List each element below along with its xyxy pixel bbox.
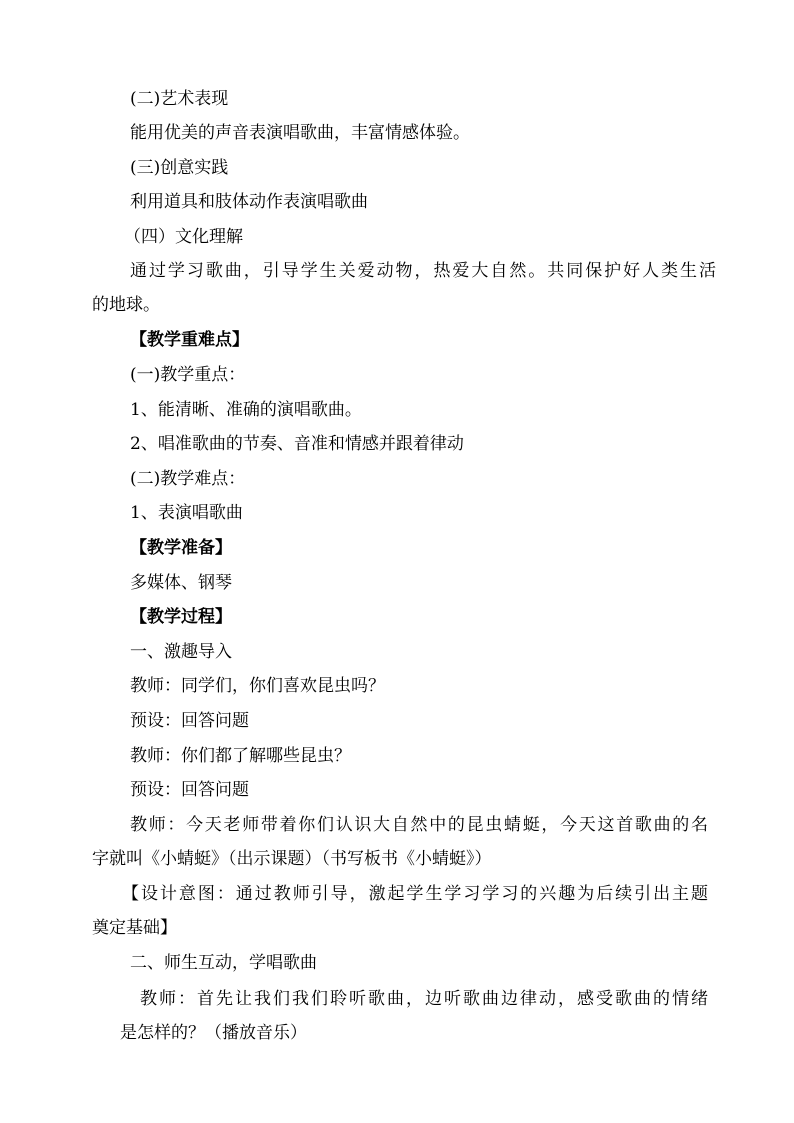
difficult-point-1: 1、表演唱歌曲 — [130, 503, 243, 523]
step1-title: 一、激趣导入 — [130, 642, 232, 662]
culture-text-line2: 的地球。 — [92, 295, 160, 315]
creative-practice-title: (三)创意实践 — [130, 158, 229, 178]
key-points-title: (一)教学重点： — [130, 365, 246, 385]
dialog-5-line1: 教师：今天老师带着你们认识大自然中的昆虫蜻蜓，今天这首歌曲的名 — [130, 815, 708, 835]
difficult-points-title: (二)教学难点： — [130, 469, 246, 489]
design-intent-line1: 【设计意图：通过教师引导，激起学生学习学习的兴趣为后续引出主题 — [122, 884, 708, 904]
preparation-heading: 【教学准备】 — [130, 538, 232, 558]
dialog-5-line2: 字就叫《小蜻蜓》（出示课题）（书写板书《小蜻蜓》） — [92, 849, 492, 869]
key-difficult-heading: 【教学重难点】 — [130, 330, 249, 350]
process-heading: 【教学过程】 — [130, 607, 232, 627]
preparation-text: 多媒体、钢琴 — [130, 573, 232, 593]
design-intent-line2: 奠定基础】 — [92, 918, 177, 938]
dialog-1: 教师：同学们，你们喜欢昆虫吗？ — [130, 676, 385, 696]
step2-title: 二、师生互动，学唱歌曲 — [130, 953, 317, 973]
art-expression-text: 能用优美的声音表演唱歌曲，丰富情感体验。 — [130, 123, 470, 143]
dialog-4: 预设：回答问题 — [130, 780, 249, 800]
culture-title: （四）文化理解 — [124, 227, 243, 247]
art-expression-title: (二)艺术表现 — [130, 89, 229, 109]
dialog-3: 教师：你们都了解哪些昆虫？ — [130, 746, 351, 766]
dialog-6-line1: 教师：首先让我们我们聆听歌曲，边听歌曲边律动，感受歌曲的情绪 — [140, 989, 708, 1009]
creative-practice-text: 利用道具和肢体动作表演唱歌曲 — [130, 192, 368, 212]
key-point-2: 2、唱准歌曲的节奏、音准和情感并跟着律动 — [130, 434, 464, 454]
dialog-6-line2: 是怎样的？（播放音乐） — [120, 1023, 307, 1043]
key-point-1: 1、能清晰、准确的演唱歌曲。 — [130, 400, 362, 420]
dialog-2: 预设：回答问题 — [130, 711, 249, 731]
culture-text-line1: 通过学习歌曲，引导学生关爱动物，热爱大自然。共同保护好人类生活 — [130, 261, 716, 281]
